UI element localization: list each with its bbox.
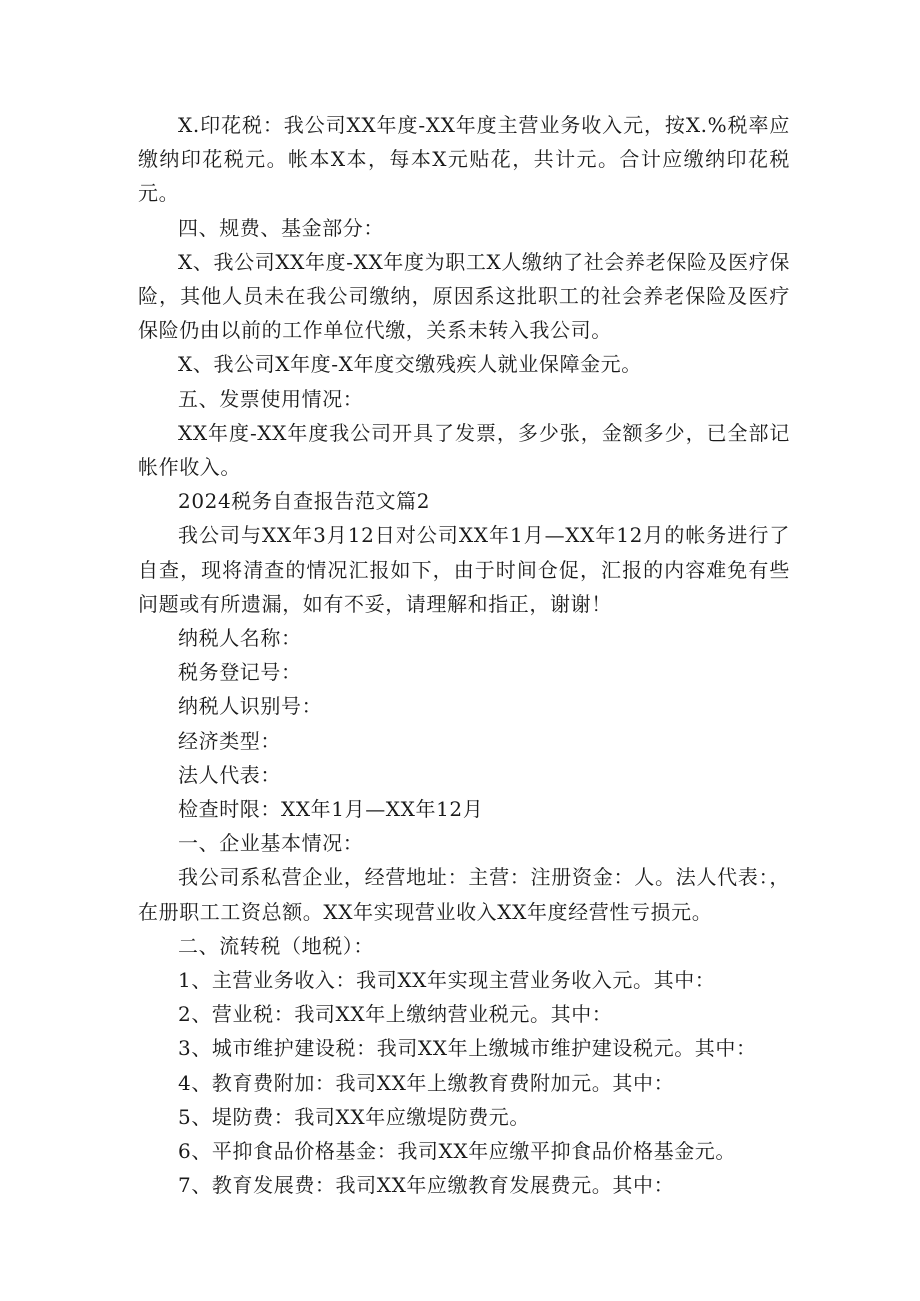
list-item-urban-construction-tax: 3、城市维护建设税：我司XX年上缴城市维护建设税元。其中： xyxy=(178,1036,757,1061)
field-taxpayer-name: 纳税人名称： xyxy=(178,626,302,651)
paragraph-basic-info: 我公司系私营企业，经营地址：主营：注册资金：人。法人代表：，在册职工工资总额。XX年实现营业收入XX年度经营性亏损元。 xyxy=(138,865,790,924)
field-legal-representative: 法人代表： xyxy=(178,762,281,787)
list-item-education-development-fee: 7、教育发展费：我司XX年应缴教育发展费元。其中： xyxy=(178,1173,675,1198)
section-heading-basic-info: 一、企业基本情况： xyxy=(178,831,364,856)
field-taxpayer-id: 纳税人识别号： xyxy=(178,694,323,719)
section-heading-invoice-usage: 五、发票使用情况： xyxy=(178,386,364,411)
paragraph-disability-fund: X、我公司X年度-X年度交缴残疾人就业保障金元。 xyxy=(178,352,642,377)
list-item-main-revenue: 1、主营业务收入：我司XX年实现主营业务收入元。其中： xyxy=(178,968,716,993)
paragraph-social-insurance: X、我公司XX年度-XX年度为职工X人缴纳了社会养老保险及医疗保险，其他人员未在我公司缴纳，原因系这批职工的社会养老保险及医疗保险仍由以前的工作单位代缴，关系未转入我公司。 xyxy=(138,249,790,343)
section-heading-turnover-tax: 二、流转税（地税）： xyxy=(178,933,374,958)
list-item-food-price-fund: 6、平抑食品价格基金：我司XX年应缴平抑食品价格基金元。 xyxy=(178,1139,737,1164)
list-item-business-tax: 2、营业税：我司XX年上缴纳营业税元。其中： xyxy=(178,1002,613,1027)
section-heading-fees-funds: 四、规费、基金部分： xyxy=(178,215,384,240)
field-tax-registration-number: 税务登记号： xyxy=(178,660,302,685)
article-title: 2024税务自查报告范文篇2 xyxy=(178,489,431,514)
document-body xyxy=(138,108,790,1203)
paragraph-introduction: 我公司与XX年3月12日对公司XX年1月—XX年12月的帐务进行了自查，现将清查的情况汇报如下，由于时间仓促，汇报的内容难免有些问题或有所遗漏，如有不妥，请理解和指正，谢谢！ xyxy=(138,523,790,616)
list-item-levee-fee: 5、堤防费：我司XX年应缴堤防费元。 xyxy=(178,1104,531,1129)
paragraph-invoice-usage: XX年度-XX年度我公司开具了发票，多少张，金额多少，已全部记帐作收入。 xyxy=(138,420,790,480)
paragraph-stamp-tax: X.印花税：我公司XX年度-XX年度主营业务收入元，按X.%税率应缴纳印花税元。帐本X本，每本X元贴花，共计元。合计应缴纳印花税元。 xyxy=(138,113,790,206)
field-inspection-period: 检查时限：XX年1月—XX年12月 xyxy=(178,797,484,822)
list-item-education-surcharge: 4、教育费附加：我司XX年上缴教育费附加元。其中： xyxy=(178,1070,675,1095)
field-economic-type: 经济类型： xyxy=(178,728,281,753)
